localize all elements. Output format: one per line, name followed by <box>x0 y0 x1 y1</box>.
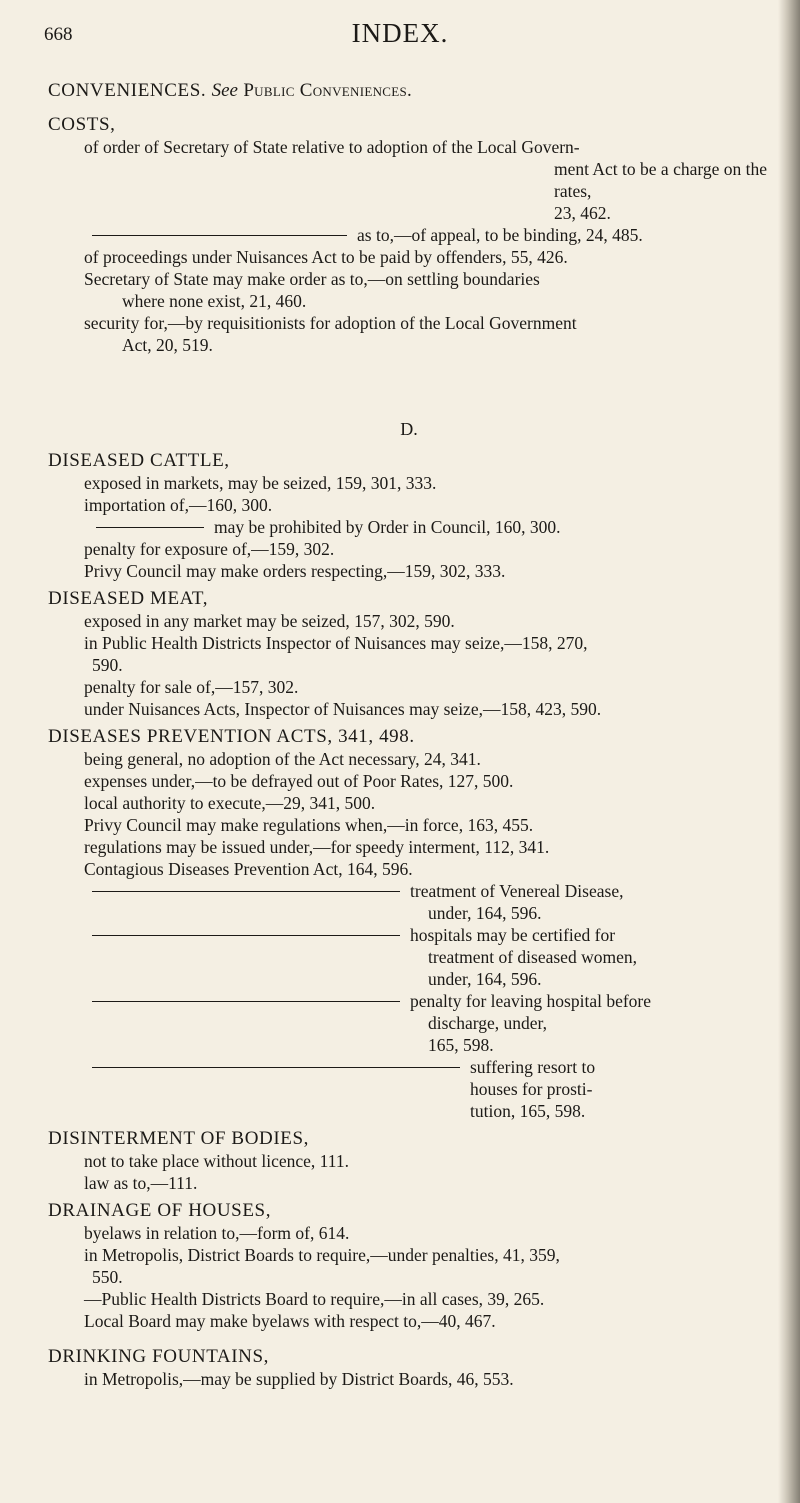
diseases-line: expenses under,—to be defrayed out of Poor Rates, 127, 500. <box>84 771 514 791</box>
cross-reference: Public Conveniences. <box>243 80 413 101</box>
line-text: 23, 462. <box>554 203 611 223</box>
entry-diseased-cattle-heading: DISEASED CATTLE, <box>48 450 230 471</box>
entry-diseases-prevention-heading: DISEASES PREVENTION ACTS, 341, 498. <box>48 726 415 747</box>
section-letter: D. <box>400 419 418 439</box>
line-text: of order of Secretary of State relative to adoption of the Local Govern- <box>84 137 580 157</box>
running-title: INDEX. <box>351 18 449 48</box>
page-edge-shadow <box>778 0 800 1503</box>
meat-line <box>48 632 770 676</box>
entry-heading: CONVENIENCES. <box>48 80 207 101</box>
cattle-line: importation of,—160, 300. <box>84 495 273 515</box>
line-text: Secretary of State may make order as to,—on settling boundaries <box>84 269 540 289</box>
costs-line <box>48 224 770 246</box>
ditto-dash <box>92 235 347 236</box>
line-text: hospitals may be certified for <box>410 925 616 945</box>
line-text: treatment of Venereal Disease, <box>410 881 624 901</box>
entry-drinking-fountains-heading: DRINKING FOUNTAINS, <box>48 1346 269 1367</box>
line-text: under, 164, 596. <box>428 969 542 989</box>
line-text: where none exist, 21, 460. <box>122 291 307 311</box>
drainage-line: Local Board may make byelaws with respect to,—40, 467. <box>84 1311 496 1331</box>
ditto-dash <box>92 1001 400 1002</box>
line-text: as to,—of appeal, to be binding, 24, 485. <box>357 225 643 245</box>
diseases-line <box>48 880 770 924</box>
line-text: 550. <box>92 1267 123 1287</box>
costs-line <box>48 312 770 356</box>
diseases-line: being general, no adoption of the Act necessary, 24, 341. <box>84 749 481 769</box>
ditto-dash <box>92 935 400 936</box>
line-text <box>470 1056 595 1122</box>
line-text: Act, 20, 519. <box>122 335 213 355</box>
entry-conveniences <box>48 80 770 102</box>
line-text: 590. <box>92 655 123 675</box>
line-text: 165, 598. <box>428 1035 494 1055</box>
entry-diseased-meat-heading: DISEASED MEAT, <box>48 588 209 609</box>
line-text: penalty for leaving hospital before <box>410 991 652 1011</box>
entry-costs-heading: COSTS, <box>48 114 116 135</box>
fountains-line: in Metropolis,—may be supplied by District Boards, 46, 553. <box>84 1369 514 1389</box>
disinterment-line: not to take place without licence, 111. <box>84 1151 350 1171</box>
cattle-line: penalty for exposure of,—159, 302. <box>84 539 335 559</box>
entry-disinterment-heading: DISINTERMENT OF BODIES, <box>48 1128 309 1149</box>
ditto-dash <box>96 527 204 528</box>
entry-drainage-heading: DRAINAGE OF HOUSES, <box>48 1200 272 1221</box>
line-text <box>410 880 623 924</box>
costs-line <box>48 268 770 312</box>
line-text: in Metropolis, District Boards to require,—under penalties, 41, 359, <box>84 1245 560 1265</box>
cattle-line: exposed in markets, may be seized, 159, 301, 333. <box>84 473 437 493</box>
diseases-line <box>48 990 770 1056</box>
meat-line: penalty for sale of,—157, 302. <box>84 677 299 697</box>
meat-line: exposed in any market may be seized, 157, 302, 590. <box>84 611 455 631</box>
line-text: discharge, under, <box>428 1013 548 1033</box>
cattle-line: Privy Council may make orders respecting,—159, 302, 333. <box>84 561 506 581</box>
drainage-line: —Public Health Districts Board to require,—in all cases, 39, 265. <box>84 1289 545 1309</box>
diseases-line: Privy Council may make regulations when,—in force, 163, 455. <box>84 815 534 835</box>
line-text: suffering resort to <box>470 1057 596 1077</box>
line-text: houses for prosti- <box>470 1079 593 1099</box>
diseases-line: regulations may be issued under,—for speedy interment, 112, 341. <box>84 837 550 857</box>
see-label: See <box>211 80 238 101</box>
drainage-line: byelaws in relation to,—form of, 614. <box>84 1223 350 1243</box>
meat-line: under Nuisances Acts, Inspector of Nuisances may seize,—158, 423, 590. <box>84 699 602 719</box>
line-text: tution, 165, 598. <box>470 1101 586 1121</box>
line-text: ment Act to be a charge on the rates, <box>554 159 768 201</box>
costs-line <box>48 136 770 224</box>
ditto-dash <box>92 1067 460 1068</box>
drainage-line <box>48 1244 770 1288</box>
ditto-dash <box>92 891 400 892</box>
cattle-line <box>48 516 770 538</box>
costs-line: of proceedings under Nuisances Act to be paid by offenders, 55, 426. <box>84 247 568 267</box>
diseases-line <box>48 1056 770 1122</box>
index-content <box>48 74 770 1390</box>
diseases-line: local authority to execute,—29, 341, 500. <box>84 793 376 813</box>
line-text: under, 164, 596. <box>428 903 542 923</box>
page-number: 668 <box>44 24 73 45</box>
line-text <box>410 990 651 1056</box>
diseases-line <box>48 924 770 990</box>
disinterment-line: law as to,—111. <box>84 1173 198 1193</box>
line-text: security for,—by requisitionists for adoption of the Local Government <box>84 313 577 333</box>
line-text: treatment of diseased women, <box>428 947 637 967</box>
line-text: in Public Health Districts Inspector of Nuisances may seize,—158, 270, <box>84 633 588 653</box>
line-text: may be prohibited by Order in Council, 160, 300. <box>214 517 561 537</box>
line-text <box>410 924 637 990</box>
diseases-line: Contagious Diseases Prevention Act, 164, 596. <box>84 859 413 879</box>
